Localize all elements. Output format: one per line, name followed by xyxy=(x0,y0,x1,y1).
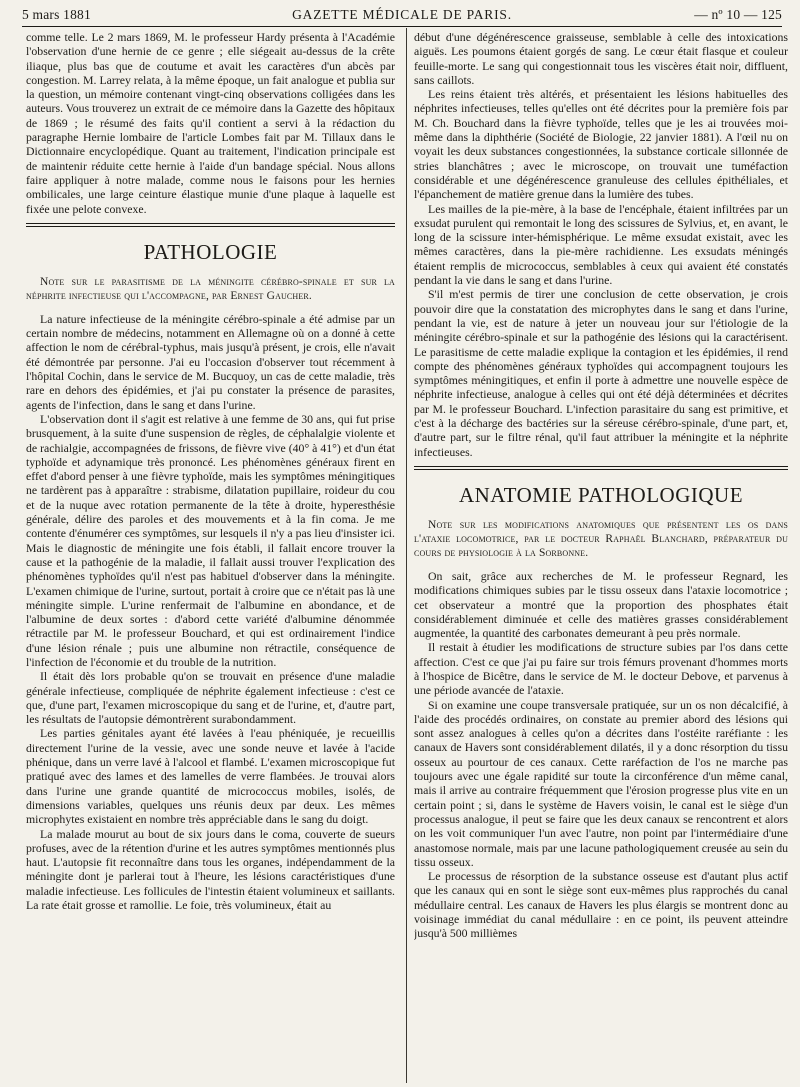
header-issue-page: — nº 10 — 125 xyxy=(694,7,782,22)
header-rule xyxy=(22,26,782,27)
section-rule-bottom xyxy=(26,226,395,227)
article-heading-anatomie: Note sur les modifications anatomiques que présentent les os dans l'ataxie locomotrice, par le docteur Raphaël Blanchard, préparateur du cours de physiologie à la Sorbonne. xyxy=(414,518,788,559)
right-paragraph-0: début d'une dégénérescence graisseuse, semblable à celle des intoxications aiguës. Les poumons étaient gorgés de sang. Le cœur était flasque et couleur feuille-morte. Le sang qui congestionnait tous les viscères était noir, diffluent, sans caillots. xyxy=(414,30,788,87)
column-divider xyxy=(406,28,407,1083)
article-author: Ernest Gaucher. xyxy=(230,289,312,302)
left-paragraph-5: La malade mourut au bout de six jours dans le coma, couverte de sueurs profuses, avec de la rétention d'urine et les autres symptômes mentionnés plus haut. L'autopsie fit reconnaître dans tous les organes, indépendamment de la méningite dont je parlerai tout à l'heure, les lésions caractéristiques d'une maladie infectieuse. Les follicules de l'intestin étaient volumineux et saillants. La rate était grosse et ramollie. Le foie, très volumineux, était au xyxy=(26,826,395,913)
section-rule-top-right xyxy=(414,466,788,467)
right-paragraph-3: S'il m'est permis de tirer une conclusion de cette observation, je crois pouvoir dire que la constatation des microphytes dans le sang et dans l'urine, pendant la vie, est de nature à jeter un nouveau jour sur l'étiologie de la méningite cérébro-spinale et sur la pathogénie des lésions qui la caractérisent. Le parasitisme de cette maladie explique la contagion et les épidémies, il rend compte des phénomènes généraux typhoïdes qui accompagnent toujours les symptômes méningitiques, et enfin il porte à admettre une nouvelle espèce de néphrite infectieuse, analogue à celles qui ont été déjà déterminées et décrites par M. le professeur Bouchard. L'infection parasitaire du sang est primitive, et c'est à la décharge des bactéries sur la séreuse cérébro-spinale, d'une part, et, d'autre part, sur le filtre rénal, qu'il faut attribuer la méningite et la néphrite infectieuses. xyxy=(414,287,788,459)
section-title-pathologie: PATHOLOGIE xyxy=(143,239,278,264)
right-paragraph-1: Les reins étaient très altérés, et présentaient les lésions habituelles des néphrites infectieuses, telles qu'elles ont été décrites pour la première fois par M. Ch. Bouchard dans la fièvre typhoïde, telles que je les ai trouvées moi-même dans la diphthérie (Société de Biologie, 22 janvier 1881). A l'œil nu on voyait les deux substances congestionnées, la substance corticale sillonnée de stries blanchâtres ; avec le microscope, on trouvait une tuméfaction considérable et une dégénérescence granuleuse des cellules épithéliales, et l'épanchement de matière grenue dans la lumière des tubes. xyxy=(414,87,788,202)
article-heading-pathologie xyxy=(26,275,395,303)
header-date: 5 mars 1881 xyxy=(22,7,91,22)
left-paragraph-3: Il était dès lors probable qu'on se trouvait en présence d'une maladie générale infectieuse, compliquée de néphrite également infectieuse : c'est ce que, d'une part, l'examen microscopique du sang et de l'urine, et, d'autre part, les résultats de l'autopsie démontrèrent surabondamment. xyxy=(26,669,395,727)
right-paragraph-5: Il restait à étudier les modifications de structure subies par l'os dans cette affection. C'est ce que j'ai pu faire sur trois fémurs provenant d'hommes morts à l'hospice de Bicêtre, dans le service de M. le docteur Debove, et parvenus à une période avancée de l'ataxie. xyxy=(414,640,788,698)
left-paragraph-4: Les parties génitales ayant été lavées à l'eau phéniquée, je recueillis directement l'urine de la vessie, avec une sonde neuve et lavée à l'acide phénique, dans un verre lavé à l'alcool et flambé. L'examen microscopique fut pratiqué avec des lames et des lamelles de verre flambées. Je trouvai alors dans l'urine une grande quantité de micrococcus mobiles, isolés, de dimensions variables, quelques uns réunis deux par deux. Les mêmes microphytes existaient en nombre très appréciable dans le sang du doigt. xyxy=(26,726,395,827)
left-paragraph-1: La nature infectieuse de la méningite cérébro-spinale a été admise par un certain nombre de médecins, notamment en Allemagne où on a donné à cette affection le nom de cérébral-typhus, mais jusqu'à présent, je crois, elle n'avait été démontrée par personne. J'ai eu l'occasion d'observer tout récemment à l'hôpital Cochin, dans le service de M. Bucquoy, un cas de cette maladie, très rare en dehors des épidémies, et j'ai pu constater la présence de parasites, agents de l'infection, dans le sang et dans l'urine. xyxy=(26,311,395,412)
left-column xyxy=(26,30,395,1083)
article-title: Note sur le parasitisme de la méningite cérébro-spinale et sur la néphrite infectieuse qui l'accompagne, par xyxy=(26,275,395,302)
section-rule-top xyxy=(26,223,395,224)
right-column xyxy=(414,30,788,1083)
left-paragraph-2: L'observation dont il s'agit est relative à une femme de 30 ans, qui fut prise brusquement, à la suite d'une suspension de règles, de céphalalgie violente et de rachialgie, accompagnées de frissons, de fièvre vive (40° à 41°) et d'un état typhoïde et adynamique très prononcé. Les phénomènes généraux firent en effet d'abord penser à une fièvre typhoïde, mais les symptômes méningitiques ne tardèrent pas à apparaître : strabisme, dilatation pupillaire, roideur du cou et de la nuque avec rotation permanente de la tête à droite, hyperesthésie générale, délire des paroles et des mouvements et à la fin coma. Je me contente d'énumérer ces symptômes, sur lesquels il n'y a pas lieu d'insister ici. Mais le diagnostic de méningite une fois établi, il fallait encore trouver la cause et la pathogénie de la maladie, il fallait aussi trouver l'explication des phénomènes typhoïdes qu'il n'est pas habituel d'observer dans la méningite. L'examen chimique de l'urine, surtout, portait à croire que ce n'était pas là une méningite simple. L'urine renfermait de l'albumine en abondance, et de l'albumine de deux sortes : d'abord cette variété d'albumine dénommée rétractile par M. le professeur Bouchard, et qui est ordinairement l'indice d'une lésion rénale ; puis une albumine non rétractile, conséquence de l'infection de l'économie et du trouble de la nutrition. xyxy=(26,411,395,669)
header-journal-title: GAZETTE MÉDICALE DE PARIS. xyxy=(292,7,512,22)
right-paragraph-6: Si on examine une coupe transversale pratiquée, sur un os non décalcifié, à l'aide des procédés ordinaires, on constate au premier abord des lésions qui sont assez analogues à celles qu'on a décrites dans l'ostéite raréfiante : les canaux de Havers sont considérablement dilatés, il y a donc résorption du tissu osseux au pourtour de ces canaux. Cette raréfaction de l'os ne marche pas toujours avec une égale rapidité sur toute la circonférence d'un même canal, mais il arrive au contraire fréquemment que l'érosion progresse plus vite en un certain point ; si, dans le système de Havers voisin, le canal est le siège d'un processus analogue, il peut se faire que les deux canaux se rencontrent et alors on les voit communiquer l'un avec l'autre, non point par l'intermédiaire d'une anastomose normale, mais par une lacune pathologiquement creusée au sein du tissu osseux. xyxy=(414,697,788,869)
left-paragraph-0: comme telle. Le 2 mars 1869, M. le professeur Hardy présenta à l'Académie l'observation d'une hernie de ce genre ; elle siégeait au-dessus de la crête iliaque, plus bas que de coutume et avait les caractères d'un abcès par congestion. M. Larrey relata, à la même époque, un fait analogue et publia sur la question, un mémoire contenant vingt-cinq observations colligées dans les auteurs. Vous trouverez un extrait de ce mémoire dans la Gazette des hôpitaux de 1869 ; le résumé des faits qu'il contient a servi à la rédaction du paragraphe Hernie lombaire de l'article Lombes fait par M. Tillaux dans le Dictionnaire encyclopédique. Quant au traitement, l'indication principale est de maintenir réduite cette hernie à l'aide d'un bandage spécial. Nous allons faire appliquer à notre malade, comme nous le faisons pour les hernies ombilicales, une large ceinture élastique munie d'une plaque à laquelle est fixée une pelote convexe. xyxy=(26,30,395,216)
right-paragraph-2: Les mailles de la pie-mère, à la base de l'encéphale, étaient infiltrées par un exsudat purulent qui remontait le long des scissures de Sylvius, et, en avant, le long de la scissure inter-hémisphérique. Le même exsudat existait, avec les mêmes caractères, dans la pie-mère rachidienne. Les exsudats méningés étaient remplis de micrococcus, semblables à ceux qui avaient été constatés pendant la vie dans le sang et dans l'urine. xyxy=(414,201,788,288)
right-paragraph-7: Le processus de résorption de la substance osseuse est d'autant plus actif que les canaux qui en sont le siège sont eux-mêmes plus rapprochés du canal médullaire central. Les canaux de Havers les plus élargis se montrent donc au voisinage immédiat du canal médullaire : en ce point, ils peuvent atteindre jusqu'à 500 millièmes xyxy=(414,869,788,941)
section-title-anatomie-pathologique: ANATOMIE PATHOLOGIQUE xyxy=(458,482,744,507)
page-header xyxy=(22,6,782,24)
right-paragraph-4: On sait, grâce aux recherches de M. le professeur Regnard, les modifications chimiques subies par le tissu osseux dans l'ataxie locomotrice ; cet observateur a montré que la proportion des phosphates était considérablement diminuée et celle des matières grasses considérablement augmentée, la quantité des carbonates demeurant à peu près normale. xyxy=(414,568,788,641)
section-rule-bottom-right xyxy=(414,469,788,470)
